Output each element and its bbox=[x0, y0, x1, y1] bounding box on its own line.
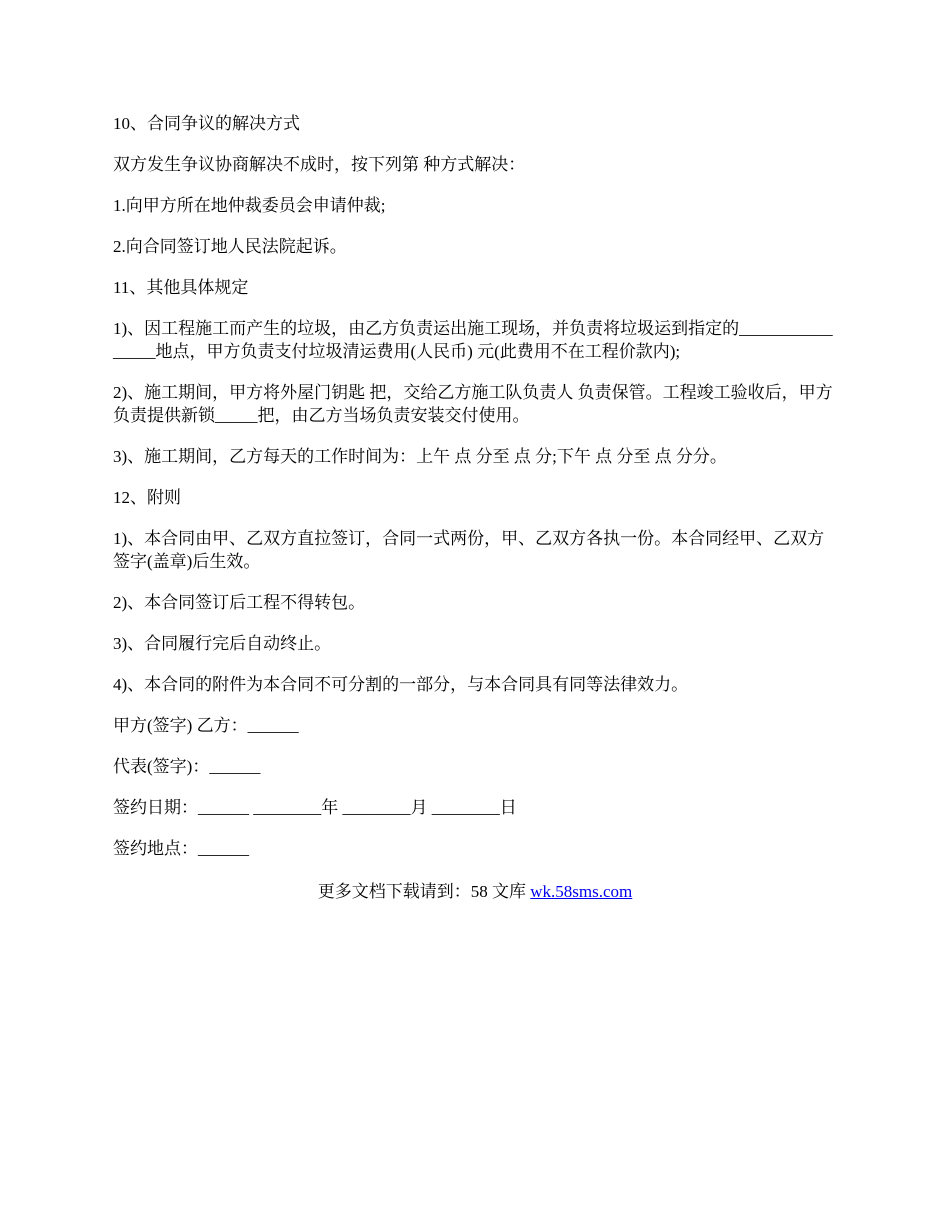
document-body bbox=[113, 112, 839, 878]
clause-12-3-termination: 3)、合同履行完后自动终止。 bbox=[113, 634, 332, 653]
clause-11-1-garbage: 1)、因工程施工而产生的垃圾，由乙方负责运出施工现场，并负责将垃圾运到指定的________________地点，甲方负责支付垃圾清运费用(人民币) 元(此费用不在工程价款内); bbox=[113, 319, 833, 361]
clause-12-2-no-subcontract: 2)、本合同签订后工程不得转包。 bbox=[113, 593, 366, 612]
footer bbox=[0, 880, 950, 903]
signature-party-a-b: 甲方(签字) 乙方：______ bbox=[113, 716, 299, 735]
clause-11-2-keys: 2)、施工期间，甲方将外屋门钥匙 把，交给乙方施工队负责人 负责保管。工程竣工验收后，甲方负责提供新锁_____把，由乙方当场负责安装交付使用。 bbox=[113, 383, 833, 425]
signing-location: 签约地点：______ bbox=[113, 839, 249, 858]
dispute-option-arbitration: 1.向甲方所在地仲裁委员会申请仲裁; bbox=[113, 196, 386, 215]
footer-text: 更多文档下载请到：58 文库 bbox=[317, 882, 531, 901]
clause-12-1-signing: 1)、本合同由甲、乙双方直拉签订，合同一式两份，甲、乙双方各执一份。本合同经甲、乙双方签字(盖章)后生效。 bbox=[113, 529, 825, 571]
dispute-resolution-intro: 双方发生争议协商解决不成时，按下列第 种方式解决： bbox=[113, 155, 526, 174]
clause-11-3-work-hours: 3)、施工期间，乙方每天的工作时间为：上午 点 分至 点 分;下午 点 分至 点 分分。 bbox=[113, 447, 727, 466]
section-10-heading: 10、合同争议的解决方式 bbox=[113, 114, 300, 133]
signature-representative: 代表(签字)：______ bbox=[113, 757, 261, 776]
footer-link[interactable]: wk.58sms.com bbox=[530, 882, 633, 901]
section-12-heading: 12、附则 bbox=[113, 488, 181, 507]
section-11-heading: 11、其他具体规定 bbox=[113, 278, 249, 297]
clause-12-4-attachments: 4)、本合同的附件为本合同不可分割的一部分，与本合同具有同等法律效力。 bbox=[113, 675, 689, 694]
signing-date: 签约日期：______ ________年 ________月 ________日 bbox=[113, 798, 517, 817]
dispute-option-court: 2.向合同签订地人民法院起诉。 bbox=[113, 237, 347, 256]
